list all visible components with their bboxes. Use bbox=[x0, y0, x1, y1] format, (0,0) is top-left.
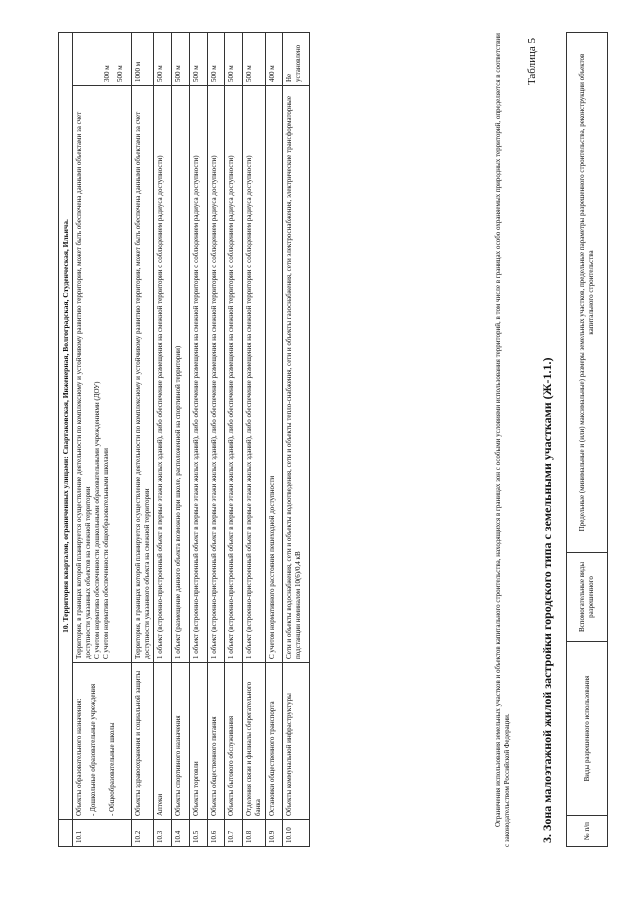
provision-description bbox=[189, 86, 207, 663]
description-line: 1 объект (встроенно-пристроенный объект в первые этажи жилых зданий), либо обеспечение размещения на смежной территории с соблюдением радиуса доступности) bbox=[156, 155, 165, 659]
table2-header-row bbox=[567, 33, 608, 847]
zone-table-header bbox=[566, 32, 608, 847]
row-number: 10.3 bbox=[154, 820, 172, 847]
row-number: 10.8 bbox=[243, 820, 266, 847]
table-row bbox=[207, 33, 225, 847]
permitted-use-line: Объекты общественного питания bbox=[209, 716, 218, 816]
table-header-row bbox=[59, 33, 73, 847]
accessibility-radius bbox=[154, 33, 172, 86]
accessibility-radius bbox=[172, 33, 190, 86]
radius-value: 500 м bbox=[156, 65, 165, 82]
table-row bbox=[172, 33, 190, 847]
provision-description bbox=[131, 86, 154, 663]
description-line: Территория, в границах которой планируется осуществление деятельности по комплексному и устойчивому развитию территории, может быть обеспечена данными объектами за счет доступности указанного объекта на смежной территории bbox=[133, 111, 151, 659]
col-main-uses-header: Виды разрешенного использования bbox=[567, 642, 608, 816]
row-number: 10.5 bbox=[189, 820, 207, 847]
radius-value: 500 м bbox=[209, 65, 218, 82]
row-number: 10.10 bbox=[283, 820, 310, 847]
permitted-use bbox=[265, 663, 283, 820]
permitted-use bbox=[154, 663, 172, 820]
accessibility-radius bbox=[283, 33, 310, 86]
row-number: 10.2 bbox=[131, 820, 154, 847]
permitted-use-line: Отделения связи и филиалы сберегательного банка bbox=[245, 681, 262, 816]
row-number: 10.4 bbox=[172, 820, 190, 847]
section-title: 3. Зона малоэтажной жилой застройки городского типа с земельными участками (Ж-1.1.) bbox=[540, 357, 554, 843]
provision-description bbox=[283, 86, 310, 663]
permitted-use bbox=[207, 663, 225, 820]
col-num-header: № п/п bbox=[567, 816, 608, 847]
permitted-use bbox=[172, 663, 190, 820]
radius-value: 500 м bbox=[245, 65, 254, 82]
accessibility-radius bbox=[225, 33, 243, 86]
radius-value: 500 м bbox=[116, 65, 125, 82]
radius-value: 1000 м bbox=[133, 61, 142, 82]
accessibility-radius bbox=[243, 33, 266, 86]
row-number: 10.6 bbox=[207, 820, 225, 847]
provision-description bbox=[154, 86, 172, 663]
accessibility-radius bbox=[73, 33, 132, 86]
permitted-use-line: Объекты коммунальной инфраструктуры bbox=[285, 693, 294, 816]
description-line: 1 объект (размещение данного объекта возможно при школе, расположенной на спортивной территории) bbox=[174, 345, 183, 659]
permitted-use bbox=[283, 663, 310, 820]
permitted-use-line: Аптеки bbox=[156, 793, 165, 816]
provision-description bbox=[225, 86, 243, 663]
description-line: С учетом нормативного расстояния пешеходной доступности bbox=[267, 475, 276, 659]
table-row bbox=[265, 33, 283, 847]
provision-description bbox=[265, 86, 283, 663]
description-line: 1 объект (встроенно-пристроенный объект в первые этажи жилых зданий), либо обеспечение размещения на смежной территории с соблюдением радиуса доступности) bbox=[191, 155, 200, 659]
accessibility-radius bbox=[207, 33, 225, 86]
permitted-use bbox=[131, 663, 154, 820]
permitted-use-line: Объекты торговли bbox=[191, 761, 200, 816]
radius-value: 500 м bbox=[191, 65, 200, 82]
description-line: Сети и объекты водоснабжения, сети и объекты водоотведения, сети и объекты тепло-снабжения, сети и объекты газоснабжения, сети электроснабжения, электрические трансформаторные подстанции номиналом 10(6)/0,4 кВ bbox=[285, 96, 303, 659]
table-label: Таблица 5 bbox=[526, 38, 538, 86]
radius-value: 500 м bbox=[174, 65, 183, 82]
provision-description bbox=[73, 86, 132, 663]
table-row bbox=[131, 33, 154, 847]
territory-header: 10. Территория кварталов, ограниченных улицами: Спартаковская, Инженерная, Волгоградская, Студенческая, Ильича. bbox=[59, 33, 73, 820]
radius-value: Не установлено bbox=[285, 44, 303, 82]
accessibility-radius bbox=[131, 33, 154, 86]
permitted-use-line: Объекты здравоохранения и социальной защиты bbox=[133, 670, 142, 816]
provision-description bbox=[207, 86, 225, 663]
table-row bbox=[225, 33, 243, 847]
permitted-use-line: Остановки общественного транспорта bbox=[267, 701, 276, 816]
permitted-use-line: Объекты спортивного назначения bbox=[174, 715, 183, 816]
permitted-use bbox=[225, 663, 243, 820]
row-number: 10.7 bbox=[225, 820, 243, 847]
description-line: 1 объект (встроенно-пристроенный объект в первые этажи жилых зданий), либо обеспечение размещения на смежной территории с соблюдением радиуса доступности) bbox=[209, 155, 218, 659]
col-params-header: Предельные (минимальные и (или) максимальные) размеры земельных участков, предельные параметры разрешенного строительства, реконструкции объектов капитального строительства bbox=[567, 33, 608, 553]
permitted-use-line: Объекты бытового обслуживания bbox=[227, 715, 236, 816]
row-number: 10.9 bbox=[265, 820, 283, 847]
accessibility-radius bbox=[189, 33, 207, 86]
table-row bbox=[189, 33, 207, 847]
description-line: С учетом норматива обеспеченности общеобразовательными школами bbox=[101, 448, 110, 659]
description-line: С учетом норматива обеспеченности дошкольными образовательными учреждениями (ДОУ) bbox=[92, 381, 101, 659]
table-row bbox=[283, 33, 310, 847]
radius-value: 400 м bbox=[267, 65, 276, 82]
permitted-use-line: - Дошкольные образовательные учреждения bbox=[89, 683, 98, 816]
permitted-use-line: - Общеобразовательные школы bbox=[107, 722, 116, 816]
permitted-use-line: Объекты образовательного назначения: bbox=[75, 698, 84, 816]
zone-parameters-table bbox=[58, 32, 310, 847]
provision-description bbox=[172, 86, 190, 663]
table-row bbox=[73, 33, 132, 847]
header-num-cell bbox=[59, 820, 73, 847]
row-number: 10.1 bbox=[73, 820, 132, 847]
description-line: 1 объект (встроенно-пристроенный объект в первые этажи жилых зданий), либо обеспечение размещения на смежной территории с соблюдением радиуса доступности) bbox=[245, 155, 254, 659]
radius-value: 300 м bbox=[103, 65, 112, 82]
description-line: 1 объект (встроенно-пристроенный объект в первые этажи жилых зданий), либо обеспечение размещения на смежной территории с соблюдением радиуса доступности) bbox=[227, 155, 236, 659]
provision-description bbox=[243, 86, 266, 663]
restriction-paragraph: Ограничения использования земельных участков и объектов капитального строительства, находящихся в границах зон с особыми условиями использования территорий, в том числе в границах особо охраняемых природных территорий, определяется в соответствии с законодательством Российской Федерации. bbox=[494, 33, 512, 847]
permitted-use bbox=[73, 663, 132, 820]
table-row bbox=[154, 33, 172, 847]
col-aux-uses-header: Вспомогательные виды разрешенного bbox=[567, 553, 608, 642]
accessibility-radius bbox=[265, 33, 283, 86]
permitted-use bbox=[189, 663, 207, 820]
table-row bbox=[243, 33, 266, 847]
radius-value: 500 м bbox=[227, 65, 236, 82]
description-line: Территория, в границах которой планируется осуществление деятельности по комплексному и устойчивому развитию территории, может быть обеспечена данными объектами за счет доступности указанных объектов на смежной территории bbox=[75, 111, 93, 659]
permitted-use bbox=[243, 663, 266, 820]
